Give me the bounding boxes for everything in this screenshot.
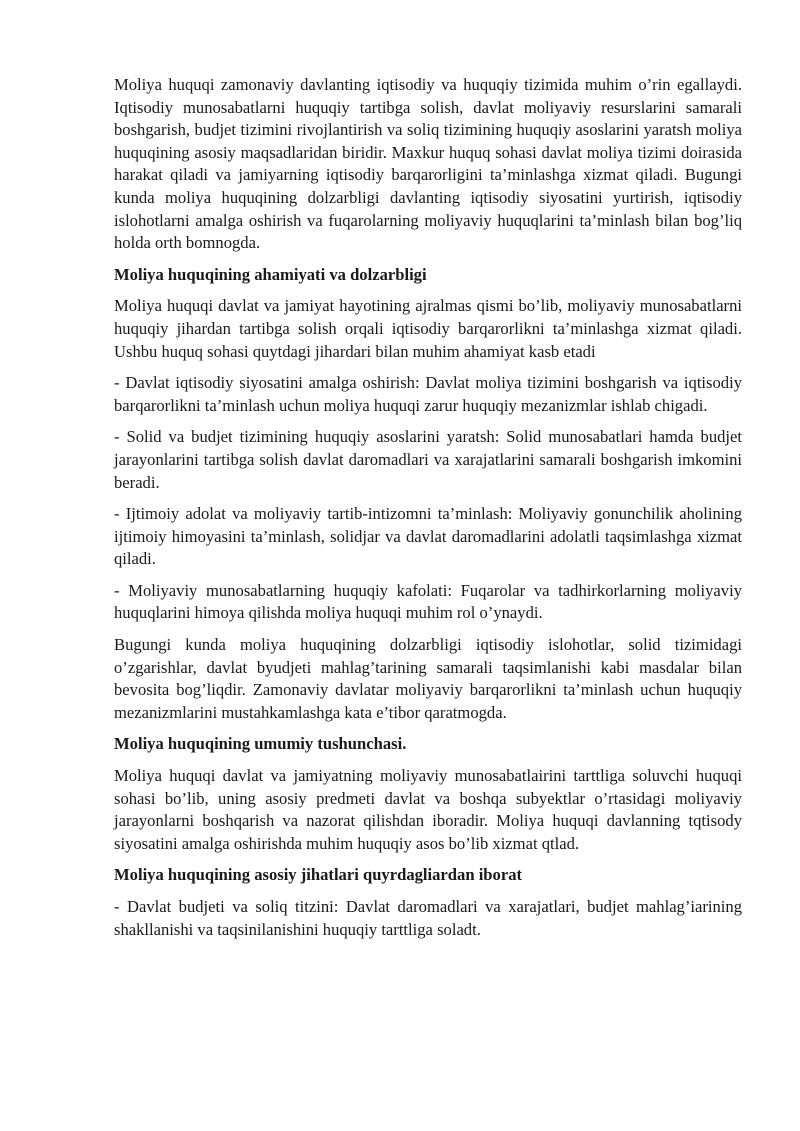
bullet-budget-tax-system: - Davlat budjeti va soliq titzini: Davlat daromadlari va xarajatlari, budjet mahlag’iarining shakllanishi va taqsinilanishini huquqiy tarttliga soladt. xyxy=(114,897,742,939)
bullet-legal-guarantee: - Moliyaviy munosabatlarning huquqiy kafolati: Fuqarolar va tadhirkorlarning moliyaviy huquqlarini himoya qilishda moliya huquqi muhim rol o’ynaydi. xyxy=(114,580,742,623)
relevance-paragraph: Bugungi kunda moliya huquqining dolzarbligi iqtisodiy islohotlar, solid tizimidagi o’zgarishlar, davlat byudjeti mahlag’tarining samarali taqsimlanishi kabi masdalar bilan bevosita bog’liqdir. Zamonaviy davlatar moliyaviy barqarorlikni ta’minlash uchun huquqiy mezanizmlarini mustahkamlashga kata e’tibor qaratmogda. xyxy=(114,635,742,722)
bullet-tax-budget: - Solid va budjet tizimining huquqiy asoslarini yaratsh: Solid munosabatlari hamda budjet jarayonlarini tartibga solish davlat daromadlari va xarajatlarini samarali boshgarish imkomini beradi. xyxy=(114,427,742,492)
section-heading-importance: Moliya huquqining ahamiyati va dolzarbligi xyxy=(114,264,427,284)
section-heading-aspects: Moliya huquqining asosiy jihatlari quyrdagliardan iborat xyxy=(114,865,523,885)
concept-paragraph: Moliya huquqi davlat va jamiyatning moliyaviy munosabatlairini tarttliga soluvchi huquqi sohasi bo’lib, uning asosiy predmeti davlat va boshqa subyektlar o’rtasidagi moliyaviy jarayonlarni boshqarish va nazorat qilishdan iboradir. Moliya huquqi davlanning tqtisody siyosatini amalga oshirishda muhim huquqiy asos bo’lib xizmat qtlad. xyxy=(114,766,742,853)
bullet-economic-policy: - Davlat iqtisodiy siyosatini amalga oshirish: Davlat moliya tizimini boshgarish va iqtisodiy barqarorlikni ta’minlash uchun moliya huquqi zarur huquqiy mezanizmlar ishlab chigadi. xyxy=(114,373,742,415)
section-heading-concept: Moliya huquqining umumiy tushunchasi. xyxy=(114,734,407,754)
document-page xyxy=(114,74,742,950)
intro-paragraph: Moliya huquqi zamonaviy davlanting iqtisodiy va huquqiy tizimida muhim o’rin egallaydi. Iqtisodiy munosabatlarni huquqiy tartibga solish, davlat moliyaviy resurslarini samarali boshgarish, budjet tizimini rivojlantirish va soliq tizimining huquqiy asoslarini yaratsh moliya huquqining asosiy maqsadlaridan biridir. Maxkur huquq sohasi davlat moliya tizimi doirasida harakat qiladi va jamiyarning iqtisodiy barqarorligini ta’minlashga xizmat qiladi. Bugungi kunda moliya huquqining dolzarbligi davlanting iqtisodiy siyosatini yurtirish, iqtisodiy islohotlarni amalga oshirish va fuqarolarning moliyaviy huquqlarini ta’minlash bilan bog’liq holda orth bomnogda. xyxy=(114,75,742,253)
bullet-social-justice: - Ijtimoiy adolat va moliyaviy tartib-intizomni ta’minlash: Moliyaviy gonunchilik aholining ijtimoiy himoyasini ta’minlash, solidjar va davlat daromadlarini adolatli taqsimlashga xizmat qiladi. xyxy=(114,504,742,569)
importance-paragraph: Moliya huquqi davlat va jamiyat hayotining ajralmas qismi bo’lib, moliyaviy munosabatlarni huquqiy jihardan tartibga solish orqali iqtisodiy barqarorlikni ta’minlashga xizmat qiladi. Ushbu huquq sohasi quytdagi jihardari bilan muhim ahamiyat kasb etadi xyxy=(114,296,742,361)
